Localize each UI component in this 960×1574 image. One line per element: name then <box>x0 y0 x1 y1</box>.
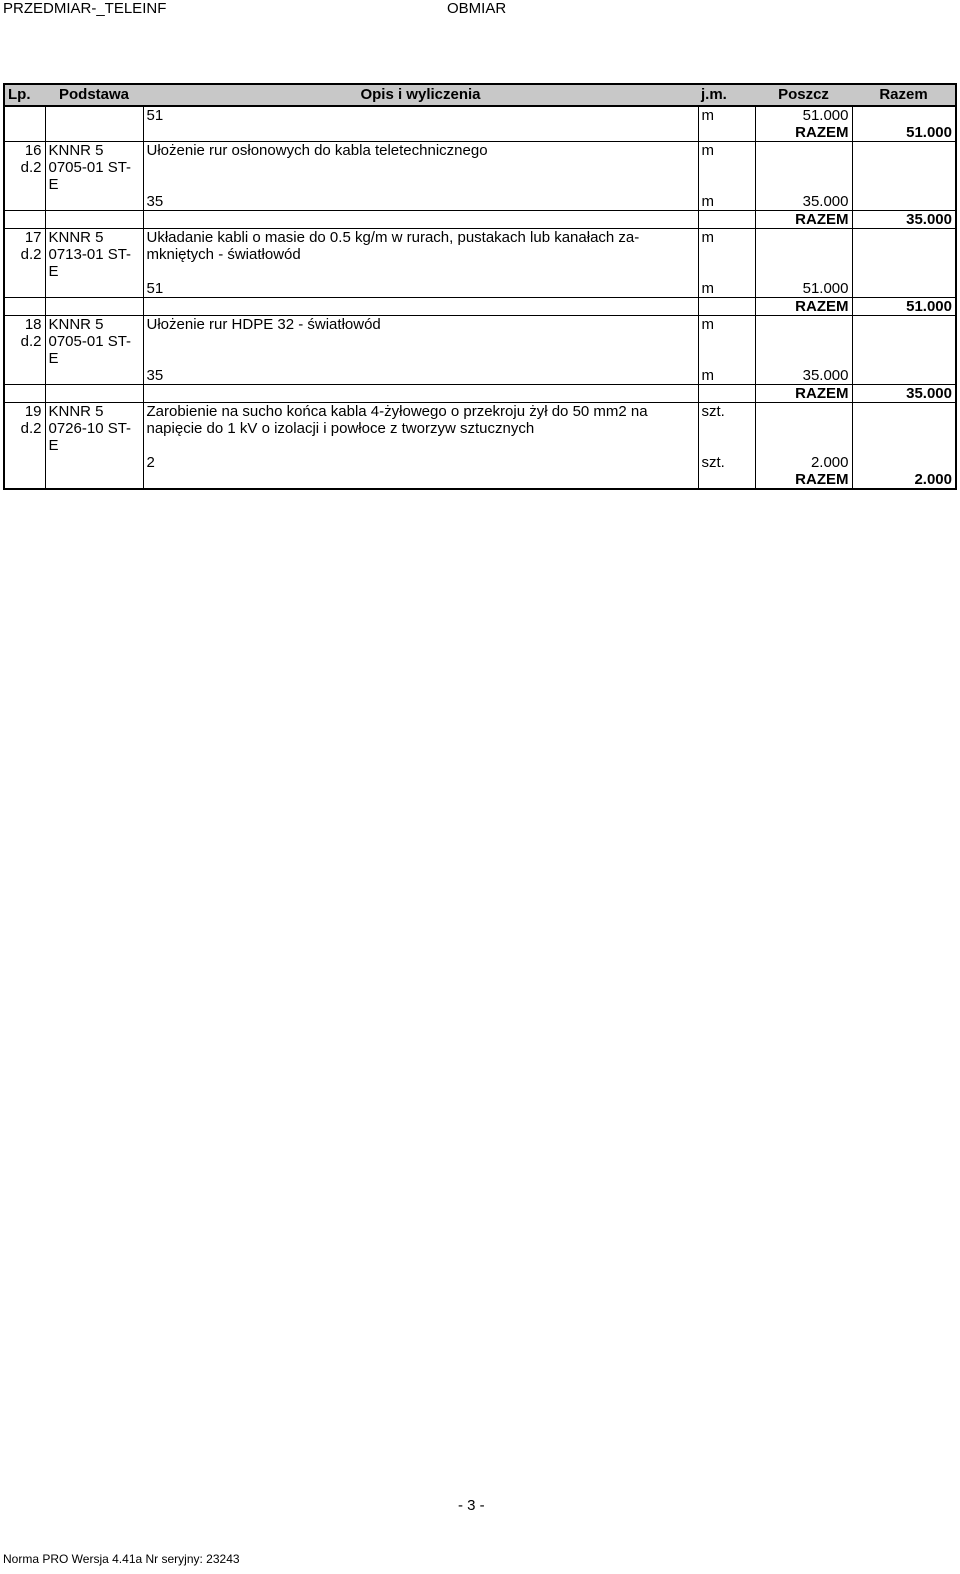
col-header-razem: Razem <box>852 84 956 106</box>
table-header-row <box>4 84 956 106</box>
item-calc-row <box>4 454 956 471</box>
item-razem-label: RAZEM <box>755 211 852 229</box>
item-calc: 51 <box>143 280 698 298</box>
item-podstawa-code: 0705-01 ST- <box>48 333 132 350</box>
item-calc: 2 <box>143 454 698 471</box>
item-calc: 35 <box>143 193 698 211</box>
carry-calc: 51 <box>143 106 698 124</box>
item-podstawa-suffix: E <box>48 263 59 280</box>
col-header-jm: j.m. <box>698 84 755 106</box>
item-unit: szt. <box>698 403 755 455</box>
item-razem-row <box>4 385 956 403</box>
item-lp: 18 <box>24 316 42 333</box>
item-podstawa-suffix: E <box>48 176 59 193</box>
document-header-left: PRZEDMIAR-_TELEINF <box>3 0 167 17</box>
carry-razem-value: 51.000 <box>852 124 956 142</box>
item-podstawa: KNNR 5 <box>48 229 104 246</box>
item-razem-row <box>4 471 956 489</box>
table-row <box>4 403 956 455</box>
item-calc-value: 35.000 <box>755 367 852 385</box>
item-razem-label: RAZEM <box>755 385 852 403</box>
carry-value: 51.000 <box>755 106 852 124</box>
item-description: Ułożenie rur osłonowych do kabla teletechnicznego <box>143 142 698 194</box>
item-podstawa-code: 0726-10 ST- <box>48 420 132 437</box>
item-unit: m <box>698 229 755 281</box>
item-podstawa-code: 0713-01 ST- <box>48 246 132 263</box>
item-unit: m <box>698 142 755 194</box>
item-lp: 19 <box>24 403 42 420</box>
item-lp-sub: d.2 <box>20 333 42 350</box>
item-razem-row <box>4 298 956 316</box>
table-row <box>4 142 956 194</box>
item-lp: 16 <box>24 142 42 159</box>
item-calc-row <box>4 280 956 298</box>
item-razem-value: 2.000 <box>852 471 956 489</box>
item-razem-value: 51.000 <box>852 298 956 316</box>
table-row <box>4 316 956 368</box>
item-razem-label: RAZEM <box>755 298 852 316</box>
obmiar-table <box>3 83 957 490</box>
item-lp-sub: d.2 <box>20 159 42 176</box>
item-podstawa-suffix: E <box>48 350 59 367</box>
item-description: Układanie kabli o masie do 0.5 kg/m w rurach, pustakach lub kanałach za- <box>146 229 640 246</box>
item-podstawa: KNNR 5 <box>48 142 104 159</box>
item-podstawa: KNNR 5 <box>48 403 104 420</box>
carry-calc-row <box>4 106 956 124</box>
item-unit: m <box>698 316 755 368</box>
table-row <box>4 229 956 281</box>
item-calc-unit: m <box>698 280 755 298</box>
item-calc-unit: szt. <box>698 454 755 471</box>
carry-razem-label: RAZEM <box>755 124 852 142</box>
item-calc-value: 35.000 <box>755 193 852 211</box>
item-podstawa: KNNR 5 <box>48 316 104 333</box>
carry-razem-row <box>4 124 956 142</box>
col-header-podstawa: Podstawa <box>45 84 143 106</box>
item-calc-row <box>4 367 956 385</box>
item-description: Zarobienie na sucho końca kabla 4-żyłowego o przekroju żył do 50 mm2 na <box>146 403 648 420</box>
carry-unit: m <box>698 106 755 124</box>
item-calc-unit: m <box>698 367 755 385</box>
col-header-lp: Lp. <box>4 84 45 106</box>
item-description: Ułożenie rur HDPE 32 - światłowód <box>143 316 698 368</box>
item-lp-sub: d.2 <box>20 246 42 263</box>
col-header-opis: Opis i wyliczenia <box>143 84 698 106</box>
item-calc-row <box>4 193 956 211</box>
item-calc-unit: m <box>698 193 755 211</box>
item-lp-sub: d.2 <box>20 420 42 437</box>
item-calc-value: 51.000 <box>755 280 852 298</box>
item-calc: 35 <box>143 367 698 385</box>
item-podstawa-suffix: E <box>48 437 59 454</box>
item-podstawa-code: 0705-01 ST- <box>48 159 132 176</box>
col-header-poszcz: Poszcz <box>755 84 852 106</box>
item-calc-value: 2.000 <box>755 454 852 471</box>
item-razem-value: 35.000 <box>852 385 956 403</box>
item-razem-value: 35.000 <box>852 211 956 229</box>
item-razem-label: RAZEM <box>755 471 852 489</box>
item-description-cont: napięcie do 1 kV o izolacji i powłoce z tworzyw sztucznych <box>146 420 535 437</box>
page-number: - 3 - <box>458 1497 485 1514</box>
software-footer: Norma PRO Wersja 4.41a Nr seryjny: 23243 <box>3 1552 240 1566</box>
item-razem-row <box>4 211 956 229</box>
item-description-cont: mkniętych - światłowód <box>146 246 301 263</box>
document-header-center: OBMIAR <box>447 0 507 17</box>
item-lp: 17 <box>24 229 42 246</box>
